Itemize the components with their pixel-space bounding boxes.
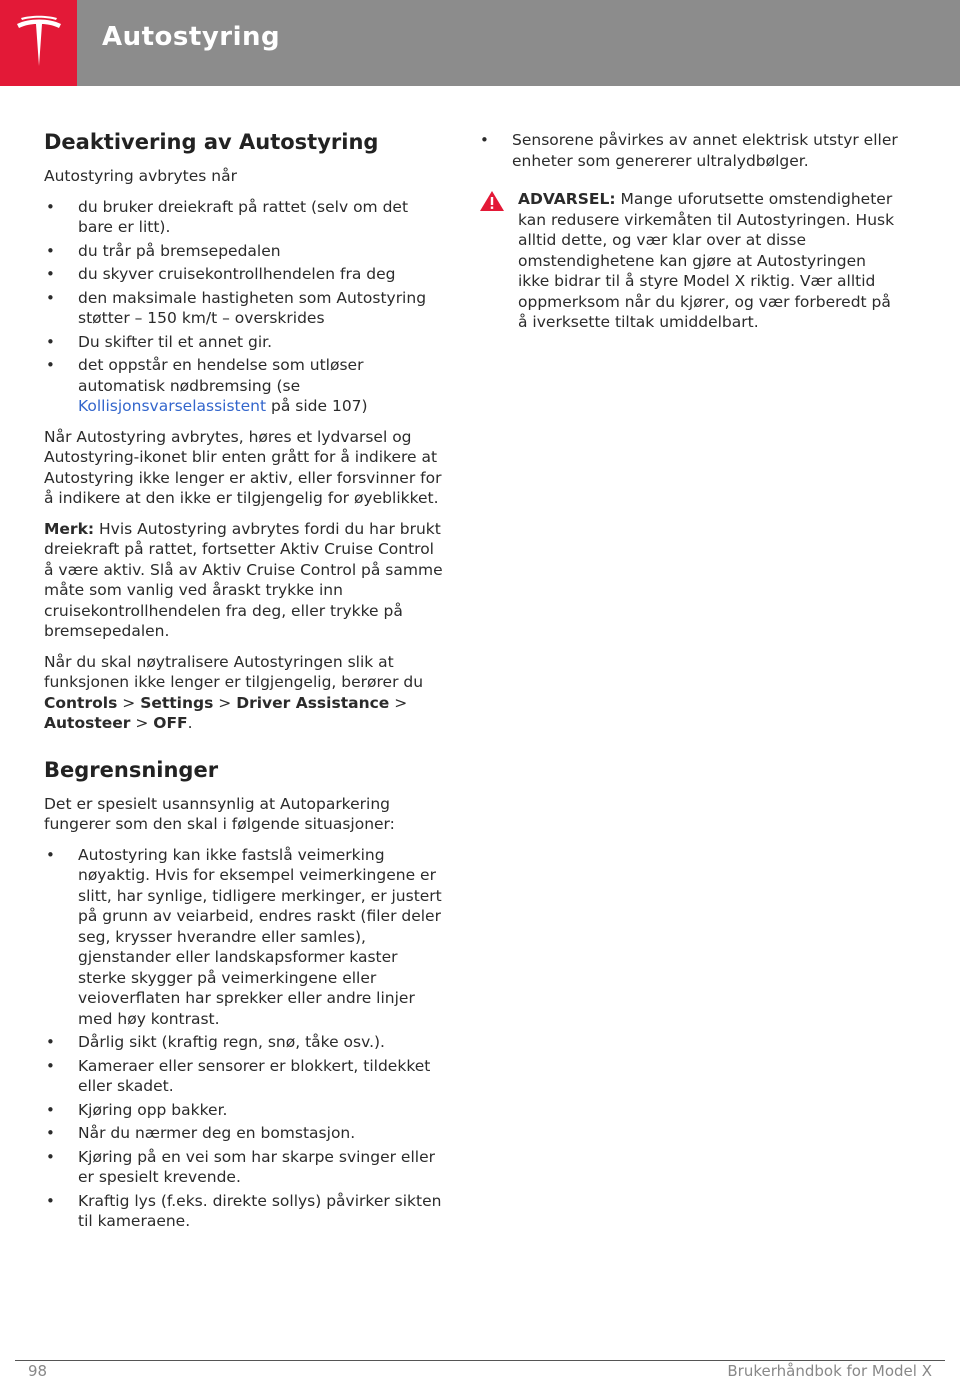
path-separator: > <box>135 714 149 732</box>
page-number: 98 <box>28 1362 48 1380</box>
section-heading-deactivation: Deaktivering av Autostyring <box>44 130 379 154</box>
path-separator: > <box>122 693 136 712</box>
footer-divider <box>15 1360 945 1361</box>
note-label: Merk: <box>44 519 95 538</box>
tesla-logo <box>0 0 77 86</box>
list-item: • Sensorene påvirkes av annet elektrisk utstyr eller enheter som genererer ultralydbølger. <box>478 130 898 171</box>
path-driver-assistance: Driver Assistance <box>236 693 390 712</box>
section-intro: Det er spesielt usannsynlig at Autoparkering fungerer som den skal i følgende situasjoner: <box>44 794 395 833</box>
list-item: • du trår på bremsepedalen <box>44 241 444 262</box>
path-controls: Controls <box>44 693 118 712</box>
note-text: Hvis Autostyring avbrytes fordi du har brukt dreiekraft på rattet, fortsetter Aktiv Cruise Control å være aktiv. Slå av Aktiv Cruise Control på samme måte som vanlig ved åraskt trykke inn cruisekontrollhendelen fra deg, eller trykke på bremsepedalen. <box>44 519 443 640</box>
path-off: OFF <box>153 714 188 732</box>
footer-title: Brukerhåndbok for Model X <box>727 1362 932 1380</box>
paragraph <box>44 652 444 734</box>
list-item: • du bruker dreiekraft på rattet (selv om det bare er litt). <box>44 197 444 238</box>
right-column <box>478 130 898 333</box>
section-intro: Autostyring avbrytes når <box>44 167 237 185</box>
limitations-list <box>44 845 444 1232</box>
list-item: • Kraftig lys (f.eks. direkte sollys) påvirker sikten til kameraene. <box>44 1191 444 1232</box>
list-item: • Kjøring på en vei som har skarpe svinger eller er spesielt krevende. <box>44 1147 444 1188</box>
warning-label: ADVARSEL: <box>518 190 616 208</box>
list-item: • den maksimale hastigheten som Autostyring støtter – 150 km/t – overskrides <box>44 288 444 329</box>
list-item: • du skyver cruisekontrollhendelen fra deg <box>44 264 444 285</box>
warning-box <box>478 189 898 333</box>
warning-icon <box>478 189 506 213</box>
list-item: • Kameraer eller sensorer er blokkert, tildekket eller skadet. <box>44 1056 444 1097</box>
list-item: • Dårlig sikt (kraftig regn, snø, tåke osv.). <box>44 1032 444 1053</box>
list-item: • Autostyring kan ikke fastslå veimerking nøyaktig. Hvis for eksempel veimerkingene er slitt, har synlige, tidligere merkinger, er justert på grunn av veiarbeid, endres raskt (filer deler seg, krysser hverandre eller samles), gjenstander eller landskapsformer kaster sterke skygger på veimerkingene eller veioverflaten har sprekker eller andre linjer med høy kontrast. <box>44 845 444 1030</box>
limitations-list-continued <box>478 130 898 171</box>
paragraph-text: Når du skal nøytralisere Autostyringen slik at funksjonen ikke lenger er tilgjengelig, berører du <box>44 652 424 691</box>
list-item: • Når du nærmer deg en bomstasjon. <box>44 1123 444 1144</box>
collision-warning-link[interactable]: Kollisjonsvarselassistent <box>78 397 267 415</box>
list-item <box>44 355 444 417</box>
section-heading-limitations: Begrensninger <box>44 757 219 782</box>
path-separator: > <box>394 693 408 712</box>
tesla-logo-icon <box>13 14 65 72</box>
note-paragraph <box>44 519 444 642</box>
list-item: • Kjøring opp bakker. <box>44 1100 444 1121</box>
list-item-text: det oppstår en hendelse som utløser automatisk nødbremsing (se <box>78 356 364 395</box>
paragraph: Når Autostyring avbrytes, høres et lydvarsel og Autostyring-ikonet blir enten grått for å indikere at Autostyring ikke lenger er aktiv, eller forsvinner for å indikere at den ikke er tilgjengelig for øyeblikket. <box>44 427 442 507</box>
path-settings: Settings <box>140 693 214 712</box>
warning-text: Mange uforutsette omstendigheter kan redusere virkemåten til Autostyringen. Husk alltid dette, og vær klar over at disse omstendighetene kan gjøre at Autostyringen ikke bidrar til å styre Model X riktig. Vær alltid oppmerksom når du kjører, og vær forberedt på å iverksette tiltak umiddelbart. <box>518 190 895 331</box>
paragraph-end: . <box>187 714 193 732</box>
page-title: Autostyring <box>102 22 281 52</box>
path-separator: > <box>218 693 232 712</box>
left-column <box>44 128 444 1242</box>
deactivation-list <box>44 197 444 417</box>
list-item-text: på side 107) <box>271 397 368 415</box>
header-bar <box>77 0 960 86</box>
list-item: • Du skifter til et annet gir. <box>44 332 444 353</box>
path-autosteer: Autosteer <box>44 714 131 732</box>
